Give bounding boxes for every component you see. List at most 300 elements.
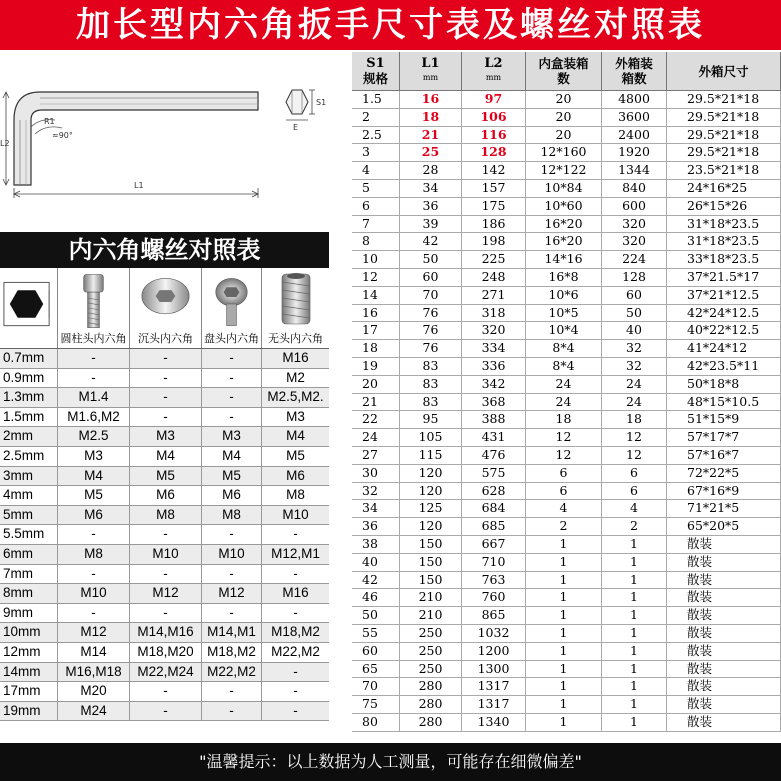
table-row: [352, 572, 781, 590]
s1-cell: 50: [352, 607, 400, 624]
screw-size-cell: M20: [58, 682, 130, 701]
inner-box-cell: 12: [526, 447, 602, 464]
screw-size-cell: -: [130, 604, 202, 623]
s1-cell: 12: [352, 269, 400, 286]
box-size-cell: 42*24*12.5: [667, 305, 781, 322]
l2-cell: 1200: [462, 643, 526, 660]
screw-size-cell: M4: [286, 428, 305, 444]
screw-size-cell: M14,M16: [130, 623, 202, 642]
box-size-cell: 31*18*23.5: [667, 233, 781, 250]
screw-size-cell: M22,M2: [202, 663, 262, 682]
l1-cell: 250: [400, 643, 462, 660]
s1-cell: 6: [352, 198, 400, 215]
screw-size-cell: -: [293, 663, 298, 679]
table-row: [352, 429, 781, 447]
key-size-cell: 10mm: [0, 623, 58, 642]
l1-cell: 250: [400, 661, 462, 678]
table-row: [352, 447, 781, 465]
box-size-cell: 29.5*21*18: [667, 144, 781, 161]
key-size-cell: 14mm: [0, 663, 58, 682]
table-row: [0, 369, 329, 389]
outer-box-cell: 3600: [602, 109, 667, 126]
screw-size-cell: -: [293, 604, 298, 620]
inner-box-cell: 16*8: [526, 269, 602, 286]
screw-size-cell: M10: [202, 545, 262, 564]
l1-cell: 280: [400, 696, 462, 713]
outer-box-cell: 1: [602, 536, 667, 553]
screw-size-cell: M22,M24: [130, 663, 202, 682]
hex-key-spec-table: [352, 52, 781, 732]
box-size-cell: 散装: [667, 714, 781, 731]
screw-size-cell: M24: [58, 702, 130, 721]
table-row: [352, 483, 781, 501]
table-row: [352, 536, 781, 554]
table-row: [0, 408, 329, 428]
screw-reference-table: [0, 232, 329, 741]
screw-size-cell: M4: [202, 447, 262, 466]
table-row: [352, 127, 781, 145]
screw-size-cell: -: [293, 526, 298, 542]
label-l1: L1: [134, 181, 144, 190]
s1-cell: 32: [352, 483, 400, 500]
inner-box-cell: 1: [526, 572, 602, 589]
l1-cell: 18: [400, 109, 462, 126]
l1-cell: 150: [400, 554, 462, 571]
header-s1: S1 规格: [352, 52, 400, 90]
s1-cell: 7: [352, 216, 400, 233]
screw-size-cell: M16,M18: [58, 663, 130, 682]
label-r1: R1: [44, 117, 55, 126]
table-row: [352, 678, 781, 696]
inner-box-cell: 20: [526, 91, 602, 108]
screw-size-cell: M1.4: [58, 388, 130, 407]
s1-cell: 46: [352, 589, 400, 606]
l2-cell: 628: [462, 483, 526, 500]
box-size-cell: 37*21.5*17: [667, 269, 781, 286]
outer-box-cell: 6: [602, 465, 667, 482]
hex-key-diagram: [0, 52, 350, 224]
screw-head-countersunk: [130, 268, 202, 348]
box-size-cell: 41*24*12: [667, 340, 781, 357]
box-size-cell: 29.5*21*18: [667, 109, 781, 126]
inner-box-cell: 10*60: [526, 198, 602, 215]
l2-cell: 116: [462, 127, 526, 144]
l1-cell: 210: [400, 607, 462, 624]
s1-cell: 10: [352, 251, 400, 268]
l2-cell: 1032: [462, 625, 526, 642]
table-row: [352, 589, 781, 607]
key-size-cell: 19mm: [0, 702, 58, 721]
label-l2: L2: [0, 139, 10, 148]
screw-size-cell: M14: [58, 643, 130, 662]
l1-cell: 125: [400, 500, 462, 517]
table-row: [352, 696, 781, 714]
page-title: 加长型内六角扳手尺寸表及螺丝对照表: [0, 0, 781, 50]
screw-size-cell: -: [202, 702, 262, 721]
s1-cell: 36: [352, 518, 400, 535]
screw-size-cell: -: [130, 525, 202, 544]
table-row: [0, 584, 329, 604]
screw-size-cell: M3: [286, 408, 305, 424]
screw-size-cell: -: [202, 604, 262, 623]
inner-box-cell: 1: [526, 678, 602, 695]
l2-cell: 667: [462, 536, 526, 553]
outer-box-cell: 1: [602, 678, 667, 695]
l2-cell: 1317: [462, 678, 526, 695]
inner-box-cell: 8*4: [526, 358, 602, 375]
key-size-cell: 0.7mm: [0, 349, 58, 368]
outer-box-cell: 50: [602, 305, 667, 322]
outer-box-cell: 1: [602, 625, 667, 642]
outer-box-cell: 1: [602, 554, 667, 571]
screw-size-cell: -: [130, 408, 202, 427]
box-size-cell: 散装: [667, 643, 781, 660]
l2-cell: 128: [462, 144, 526, 161]
l2-cell: 684: [462, 500, 526, 517]
screw-size-cell: -: [58, 349, 130, 368]
screw-size-cell: M10: [130, 545, 202, 564]
header-l1: L1 mm: [400, 52, 462, 90]
l2-cell: 186: [462, 216, 526, 233]
screw-size-cell: -: [130, 369, 202, 388]
box-size-cell: 散装: [667, 678, 781, 695]
box-size-cell: 24*16*25: [667, 180, 781, 197]
screw-size-cell: M10: [58, 584, 130, 603]
l1-cell: 210: [400, 589, 462, 606]
inner-box-cell: 12: [526, 429, 602, 446]
table-row: [0, 682, 329, 702]
l1-cell: 70: [400, 287, 462, 304]
s1-cell: 21: [352, 394, 400, 411]
outer-box-cell: 32: [602, 358, 667, 375]
s1-cell: 30: [352, 465, 400, 482]
s1-cell: 24: [352, 429, 400, 446]
table-row: [352, 500, 781, 518]
screw-size-cell: -: [202, 408, 262, 427]
inner-box-cell: 1: [526, 554, 602, 571]
screw-size-cell: M8: [286, 487, 305, 503]
l2-cell: 685: [462, 518, 526, 535]
l1-cell: 83: [400, 394, 462, 411]
l2-cell: 157: [462, 180, 526, 197]
box-size-cell: 72*22*5: [667, 465, 781, 482]
l1-cell: 60: [400, 269, 462, 286]
table-row: [0, 604, 329, 624]
l2-cell: 142: [462, 162, 526, 179]
s1-cell: 60: [352, 643, 400, 660]
inner-box-cell: 18: [526, 411, 602, 428]
key-size-cell: 17mm: [0, 682, 58, 701]
screw-size-cell: M16: [282, 585, 309, 601]
l2-cell: 320: [462, 322, 526, 339]
s1-cell: 16: [352, 305, 400, 322]
screw-table-body: [0, 349, 329, 721]
box-size-cell: 67*16*9: [667, 483, 781, 500]
screw-size-cell: -: [130, 702, 202, 721]
screw-size-cell: -: [202, 369, 262, 388]
key-size-cell: 2mm: [0, 427, 58, 446]
table-row: [0, 525, 329, 545]
key-size-cell: 9mm: [0, 604, 58, 623]
outer-box-cell: 1: [602, 607, 667, 624]
box-size-cell: 散装: [667, 589, 781, 606]
box-size-cell: 33*18*23.5: [667, 251, 781, 268]
key-size-cell: 5mm: [0, 506, 58, 525]
outer-box-cell: 1: [602, 643, 667, 660]
s1-cell: 42: [352, 572, 400, 589]
table-row: [352, 714, 781, 732]
outer-box-cell: 12: [602, 447, 667, 464]
l1-cell: 95: [400, 411, 462, 428]
l1-cell: 115: [400, 447, 462, 464]
screw-head-socket-cap: [58, 268, 130, 348]
inner-box-cell: 1: [526, 643, 602, 660]
screw-size-cell: M12: [130, 584, 202, 603]
screw-size-cell: M8: [130, 506, 202, 525]
outer-box-cell: 4: [602, 500, 667, 517]
table-row: [0, 349, 329, 369]
table-row: [352, 394, 781, 412]
l2-cell: 336: [462, 358, 526, 375]
inner-box-cell: 10*4: [526, 322, 602, 339]
screw-size-cell: -: [202, 565, 262, 584]
screw-size-cell: -: [58, 565, 130, 584]
key-size-cell: 0.9mm: [0, 369, 58, 388]
box-size-cell: 29.5*21*18: [667, 91, 781, 108]
inner-box-cell: 6: [526, 465, 602, 482]
screw-size-cell: M2.5: [58, 427, 130, 446]
s1-cell: 18: [352, 340, 400, 357]
s1-cell: 3: [352, 144, 400, 161]
inner-box-cell: 12*160: [526, 144, 602, 161]
s1-cell: 65: [352, 661, 400, 678]
table-row: [0, 702, 329, 722]
box-size-cell: 57*17*7: [667, 429, 781, 446]
table-row: [0, 643, 329, 663]
screw-size-cell: -: [202, 388, 262, 407]
s1-cell: 55: [352, 625, 400, 642]
screw-size-cell: M3: [130, 427, 202, 446]
table-row: [352, 607, 781, 625]
outer-box-cell: 1: [602, 714, 667, 731]
table-row: [352, 216, 781, 234]
inner-box-cell: 1: [526, 536, 602, 553]
label-e: E: [293, 123, 299, 132]
l2-cell: 198: [462, 233, 526, 250]
inner-box-cell: 24: [526, 394, 602, 411]
key-size-cell: 8mm: [0, 584, 58, 603]
l1-cell: 280: [400, 714, 462, 731]
screw-size-cell: M12: [58, 623, 130, 642]
table-row: [352, 144, 781, 162]
l1-cell: 280: [400, 678, 462, 695]
inner-box-cell: 2: [526, 518, 602, 535]
table-row: [352, 305, 781, 323]
table-row: [352, 180, 781, 198]
box-size-cell: 散装: [667, 607, 781, 624]
box-size-cell: 散装: [667, 696, 781, 713]
l2-cell: 106: [462, 109, 526, 126]
outer-box-cell: 4800: [602, 91, 667, 108]
key-size-cell: 3mm: [0, 467, 58, 486]
screw-size-cell: M14,M1: [202, 623, 262, 642]
screw-col-label: 圆柱头内六角: [60, 332, 127, 345]
s1-cell: 20: [352, 376, 400, 393]
inner-box-cell: 1: [526, 696, 602, 713]
box-size-cell: 71*21*5: [667, 500, 781, 517]
header-l2: L2 mm: [462, 52, 526, 90]
table-row: [0, 467, 329, 487]
screw-size-cell: M4: [130, 447, 202, 466]
inner-box-cell: 1: [526, 589, 602, 606]
screw-size-cell: M8: [58, 545, 130, 564]
inner-box-cell: 6: [526, 483, 602, 500]
outer-box-cell: 24: [602, 394, 667, 411]
screw-size-cell: M18,M2: [271, 624, 320, 640]
outer-box-cell: 320: [602, 216, 667, 233]
inner-box-cell: 10*84: [526, 180, 602, 197]
l2-cell: 368: [462, 394, 526, 411]
table-row: [0, 623, 329, 643]
l2-cell: 334: [462, 340, 526, 357]
inner-box-cell: 10*6: [526, 287, 602, 304]
table-row: [352, 322, 781, 340]
l1-cell: 250: [400, 625, 462, 642]
inner-box-cell: 14*16: [526, 251, 602, 268]
hexagon-icon: [0, 276, 57, 336]
l1-cell: 42: [400, 233, 462, 250]
screw-size-cell: M10: [282, 506, 309, 522]
table-row: [0, 388, 329, 408]
l1-cell: 76: [400, 322, 462, 339]
s1-cell: 75: [352, 696, 400, 713]
inner-box-cell: 24: [526, 376, 602, 393]
table-row: [352, 465, 781, 483]
l2-cell: 763: [462, 572, 526, 589]
outer-box-cell: 1: [602, 661, 667, 678]
outer-box-cell: 1: [602, 589, 667, 606]
box-size-cell: 26*15*26: [667, 198, 781, 215]
screw-size-cell: M2.5,M2.: [267, 389, 324, 405]
outer-box-cell: 128: [602, 269, 667, 286]
l2-cell: 248: [462, 269, 526, 286]
table-row: [352, 340, 781, 358]
outer-box-cell: 1: [602, 572, 667, 589]
outer-box-cell: 224: [602, 251, 667, 268]
l1-cell: 150: [400, 572, 462, 589]
l1-cell: 39: [400, 216, 462, 233]
outer-box-cell: 2400: [602, 127, 667, 144]
inner-box-cell: 1: [526, 607, 602, 624]
inner-box-cell: 8*4: [526, 340, 602, 357]
inner-box-cell: 20: [526, 109, 602, 126]
l1-cell: 120: [400, 483, 462, 500]
l1-cell: 120: [400, 518, 462, 535]
screw-size-cell: -: [130, 349, 202, 368]
key-size-cell: 4mm: [0, 486, 58, 505]
outer-box-cell: 1344: [602, 162, 667, 179]
s1-cell: 19: [352, 358, 400, 375]
screw-col-label: 盘头内六角: [204, 332, 259, 345]
screw-col-label: 沉头内六角: [138, 332, 193, 345]
s1-cell: 5: [352, 180, 400, 197]
screw-size-cell: M12: [202, 584, 262, 603]
l2-cell: 225: [462, 251, 526, 268]
box-size-cell: 散装: [667, 536, 781, 553]
screw-size-cell: M5: [58, 486, 130, 505]
screw-size-cell: -: [293, 702, 298, 718]
screw-size-cell: -: [293, 683, 298, 699]
l2-cell: 175: [462, 198, 526, 215]
s1-cell: 80: [352, 714, 400, 731]
outer-box-cell: 60: [602, 287, 667, 304]
table-row: [352, 287, 781, 305]
table-row: [352, 376, 781, 394]
screw-size-cell: M18,M20: [130, 643, 202, 662]
l2-cell: 575: [462, 465, 526, 482]
outer-box-cell: 1920: [602, 144, 667, 161]
screw-size-cell: M6: [58, 506, 130, 525]
outer-box-cell: 600: [602, 198, 667, 215]
box-size-cell: 65*20*5: [667, 518, 781, 535]
screw-size-cell: M16: [282, 350, 309, 365]
table-row: [352, 643, 781, 661]
l2-cell: 760: [462, 589, 526, 606]
s1-cell: 38: [352, 536, 400, 553]
key-size-cell: 7mm: [0, 565, 58, 584]
header-outer-box: 外箱装 箱数: [602, 52, 667, 90]
screw-size-cell: -: [293, 565, 298, 581]
inner-box-cell: 1: [526, 625, 602, 642]
outer-box-cell: 320: [602, 233, 667, 250]
screw-size-cell: M2: [286, 369, 305, 385]
table-row: [352, 625, 781, 643]
screw-size-cell: M5: [286, 447, 305, 463]
box-size-cell: 50*18*8: [667, 376, 781, 393]
screw-size-cell: M18,M2: [202, 643, 262, 662]
header-inner-box: 内盒装箱 数: [526, 52, 602, 90]
outer-box-cell: 1: [602, 696, 667, 713]
set-screw-icon: [262, 270, 329, 330]
screw-size-cell: M3: [202, 427, 262, 446]
key-size-cell: 1.5mm: [0, 408, 58, 427]
l1-cell: 150: [400, 536, 462, 553]
screw-col-label: 无头内六角: [268, 332, 323, 345]
l1-cell: 34: [400, 180, 462, 197]
table-row: [352, 162, 781, 180]
l2-cell: 342: [462, 376, 526, 393]
inner-box-cell: 10*5: [526, 305, 602, 322]
hex-symbol-cell: [0, 268, 58, 348]
box-size-cell: 40*22*12.5: [667, 322, 781, 339]
l2-cell: 318: [462, 305, 526, 322]
table-row: [0, 565, 329, 585]
l1-cell: 76: [400, 340, 462, 357]
screw-size-cell: -: [202, 349, 262, 368]
l2-cell: 1340: [462, 714, 526, 731]
screw-table-title: 内六角螺丝对照表: [0, 232, 329, 268]
screw-size-cell: -: [130, 565, 202, 584]
table-row: [0, 506, 329, 526]
outer-box-cell: 18: [602, 411, 667, 428]
screw-size-cell: -: [202, 525, 262, 544]
table-row: [0, 427, 329, 447]
inner-box-cell: 16*20: [526, 233, 602, 250]
label-angle: ≈90°: [52, 131, 73, 140]
key-size-cell: 6mm: [0, 545, 58, 564]
table-row: [0, 545, 329, 565]
l2-cell: 1300: [462, 661, 526, 678]
